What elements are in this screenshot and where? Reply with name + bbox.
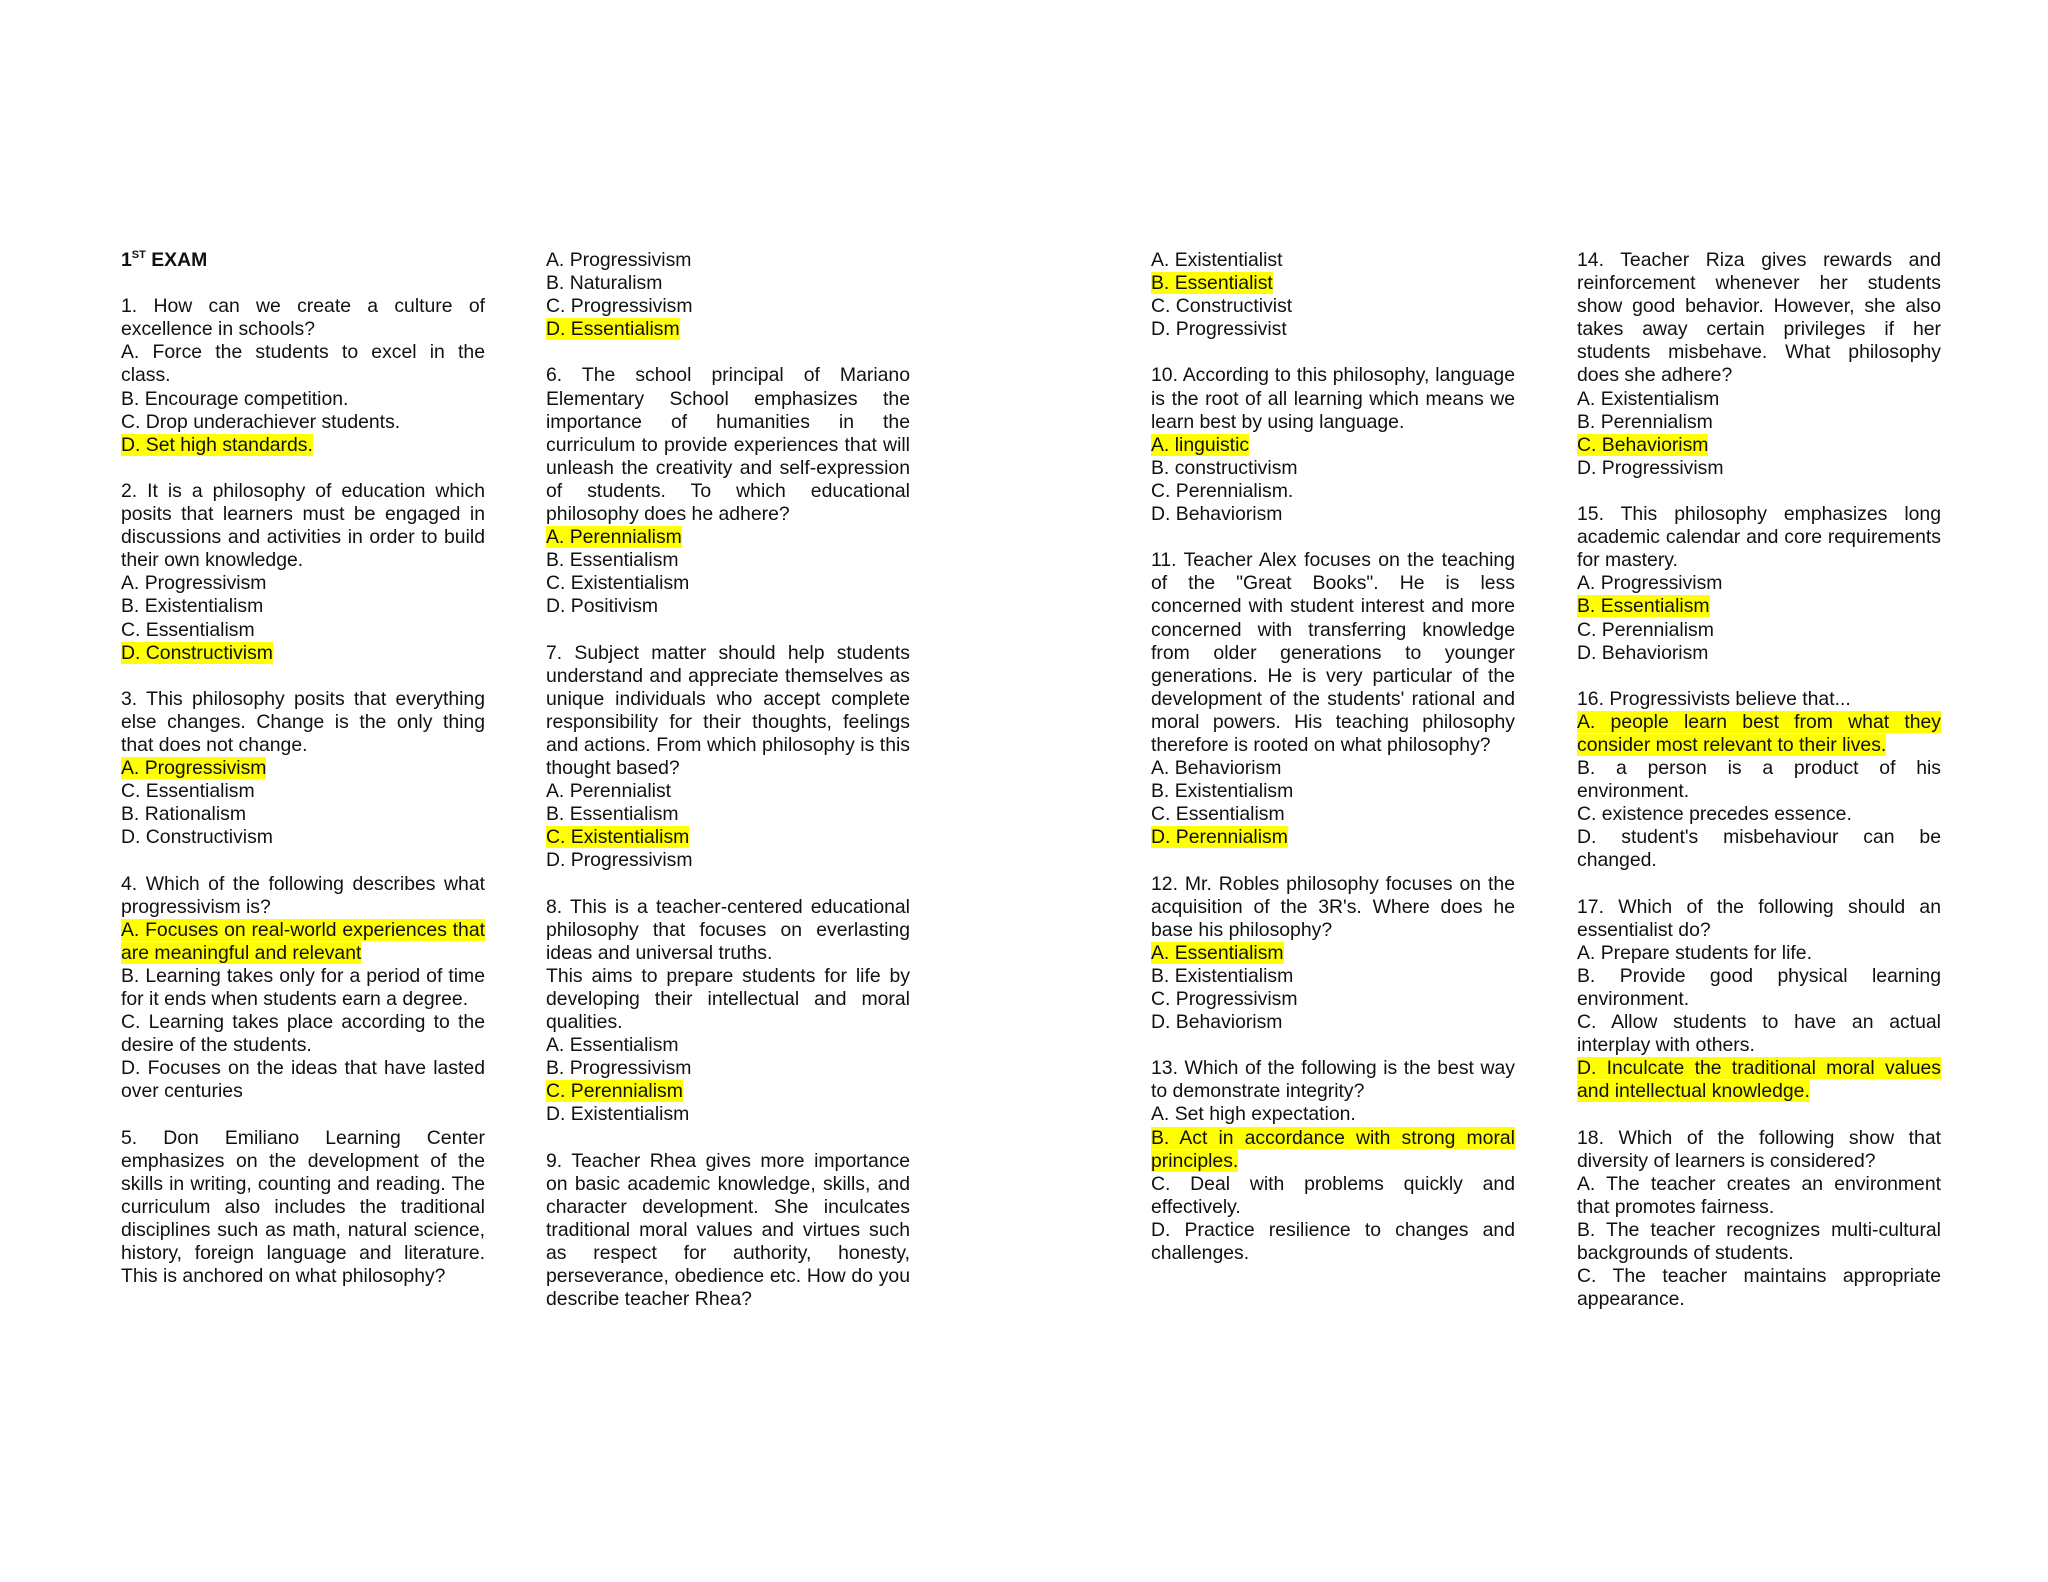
answer-option: [546, 1057, 910, 1080]
answer-option-highlighted: [1577, 1057, 1941, 1103]
answer-option: [1577, 1265, 1941, 1311]
option-text: C. Existentialism: [546, 572, 690, 595]
option-text: B. Essentialist: [1151, 272, 1273, 295]
option-text: C. Learning takes place according to the desire of the students.: [121, 1011, 485, 1057]
answer-option-highlighted: [121, 642, 485, 665]
question-block: [1151, 1057, 1515, 1265]
option-text: A. Essentialism: [1151, 941, 1284, 964]
answer-option: [1151, 965, 1515, 988]
question-block: [1577, 1127, 1941, 1312]
option-text: D. Behaviorism: [1151, 503, 1283, 526]
option-text: B. Encourage competition.: [121, 387, 349, 410]
answer-option: [1577, 642, 1941, 665]
question-stem: 3. This philosophy posits that everything else changes. Change is the only thing that does not change.: [121, 687, 485, 756]
answer-option: [1151, 988, 1515, 1011]
option-text: C. Essentialism: [121, 618, 255, 641]
option-text: C. Drop underachiever students.: [121, 410, 401, 433]
option-text: D. Practice resilience to changes and challenges.: [1151, 1218, 1515, 1265]
exam-title: 1ST EXAM: [121, 249, 208, 271]
option-text: B. Provide good physical learning environment.: [1577, 964, 1941, 1010]
option-text: B. Existentialism: [1151, 964, 1294, 987]
question-block: [1577, 503, 1941, 665]
option-text: A. Existentialist: [1151, 249, 1283, 271]
question-stem: 17. Which of the following should an essentialist do?: [1577, 895, 1941, 941]
answer-option: [1151, 1103, 1515, 1126]
option-text: B. Essentialism: [546, 803, 679, 826]
option-text: C. Perennialism: [546, 1080, 683, 1103]
answer-option: [121, 803, 485, 826]
question-block: [121, 873, 485, 1104]
question-block: [1577, 249, 1941, 480]
answer-option: [1577, 619, 1941, 642]
question-stem: 6. The school principal of Mariano Elementary School emphasizes the importance of humanities in the curriculum to provide experiences that will unleash the creativity and self-expression of students. To which educational philosophy does he adhere?: [546, 364, 910, 526]
option-text: C. Progressivism: [1151, 988, 1298, 1010]
question-block: [546, 249, 910, 341]
answer-option: [1577, 572, 1941, 595]
option-text: B. Essentialism: [1577, 595, 1710, 618]
option-text: B. Naturalism: [546, 272, 663, 295]
option-text: A. Existentialism: [1577, 387, 1720, 410]
question-stem: 8. This is a teacher-centered educational philosophy that focuses on everlasting ideas and universal truths.: [546, 895, 910, 964]
option-text: D. Set high standards.: [121, 433, 313, 456]
answer-option: [1151, 1173, 1515, 1219]
question-stem: 9. Teacher Rhea gives more importance on basic academic knowledge, skills, and character development. She inculcates traditional moral values and virtues such as respect for authority, honesty, perseverance, obedience etc. How do you describe teacher Rhea?: [546, 1149, 910, 1311]
answer-option: [1577, 826, 1941, 872]
answer-option: [546, 549, 910, 572]
answer-option: [1151, 803, 1515, 826]
option-text: A. Set high expectation.: [1151, 1103, 1356, 1126]
question-stem: 10. According to this philosophy, language is the root of all learning which means we learn best by using language.: [1151, 364, 1515, 433]
answer-option-highlighted: [546, 826, 910, 849]
answer-option: [1151, 457, 1515, 480]
option-text: D. Progressivism: [546, 849, 693, 872]
option-text: D. Constructivism: [121, 826, 273, 849]
question-stem: 5. Don Emiliano Learning Center emphasizes on the development of the skills in writing, counting and reading. The curriculum also includes the traditional disciplines such as math, natural science, history, foreign language and literature. This is anchored on what philosophy?: [121, 1126, 485, 1288]
answer-option: [121, 965, 485, 1011]
answer-option: [121, 780, 485, 803]
question-block: [546, 896, 910, 1127]
answer-option: [1151, 780, 1515, 803]
option-text: D. Progressivist: [1151, 318, 1287, 341]
question-stem: 12. Mr. Robles philosophy focuses on the acquisition of the 3R's. Where does he base his philosophy?: [1151, 872, 1515, 941]
option-text: B. Rationalism: [121, 803, 247, 826]
answer-option: [121, 1011, 485, 1057]
option-text: D. Essentialism: [546, 318, 680, 341]
question-block: [546, 1150, 910, 1312]
option-text: D. Focuses on the ideas that have lasted over centuries: [121, 1057, 485, 1103]
question-stem: 13. Which of the following is the best way to demonstrate integrity?: [1151, 1057, 1515, 1103]
option-text: A. Prepare students for life.: [1577, 941, 1812, 964]
answer-option: [1151, 295, 1515, 318]
option-text: D. Behaviorism: [1151, 1011, 1283, 1034]
question-stem: 14. Teacher Riza gives rewards and reinforcement whenever her students show good behavior. However, she also takes away certain privileges if her students misbehave. What philosophy does she adhere?: [1577, 249, 1941, 387]
column-1: [121, 249, 485, 1288]
answer-option-highlighted: [1151, 942, 1515, 965]
answer-option: [546, 595, 910, 618]
option-text: C. Constructivist: [1151, 295, 1293, 318]
question-block: [1151, 364, 1515, 526]
answer-option-highlighted: [1151, 434, 1515, 457]
option-text: C. Perennialism: [1577, 618, 1714, 641]
answer-option-highlighted: [546, 318, 910, 341]
option-text: D. student's misbehaviour can be changed.: [1577, 826, 1941, 872]
question-stem: 16. Progressivists believe that...: [1577, 687, 1851, 710]
option-text: A. Focuses on real-world experiences that are meaningful and relevant: [121, 918, 485, 964]
option-text: B. Existentialism: [121, 595, 264, 618]
answer-option: [121, 1057, 485, 1103]
answer-option-highlighted: [1577, 434, 1941, 457]
answer-option-highlighted: [1577, 711, 1941, 757]
question-block: [121, 688, 485, 850]
answer-option: [1577, 411, 1941, 434]
option-text: B. Act in accordance with strong moral principles.: [1151, 1126, 1515, 1172]
option-text: C. The teacher maintains appropriate appearance.: [1577, 1265, 1941, 1311]
answer-option: [546, 295, 910, 318]
option-text: A. people learn best from what they consider most relevant to their lives.: [1577, 710, 1941, 756]
question-block: [1151, 549, 1515, 849]
option-text: A. Progressivism: [121, 757, 267, 780]
option-text: C. Progressivism: [546, 295, 693, 318]
column-3: [1151, 249, 1515, 1265]
answer-option: [1577, 1173, 1941, 1219]
answer-option: [1151, 318, 1515, 341]
option-text: A. Essentialism: [546, 1034, 679, 1057]
answer-option: [1151, 1011, 1515, 1034]
answer-option: [1151, 1219, 1515, 1265]
answer-option: [546, 1103, 910, 1126]
answer-option-highlighted: [121, 434, 485, 457]
question-stem: 7. Subject matter should help students understand and appreciate themselves as unique individuals who accept complete responsibility for their thoughts, feelings and actions. From which philosophy is this thought based?: [546, 641, 910, 780]
question-block: [1151, 873, 1515, 1035]
option-text: D. Existentialism: [546, 1103, 690, 1126]
answer-option: [1577, 457, 1941, 480]
answer-option: [121, 411, 485, 434]
answer-option-highlighted: [1577, 595, 1941, 618]
option-text: A. Perennialism: [546, 526, 682, 549]
answer-option: [546, 249, 910, 272]
question-stem: 18. Which of the following show that diversity of learners is considered?: [1577, 1126, 1941, 1172]
answer-option: [121, 572, 485, 595]
answer-option-highlighted: [1151, 1127, 1515, 1173]
answer-option: [1577, 965, 1941, 1011]
answer-option-highlighted: [121, 919, 485, 965]
option-text: C. Allow students to have an actual interplay with others.: [1577, 1011, 1941, 1057]
question-stem: 2. It is a philosophy of education which posits that learners must be engaged in discussions and activities in order to build their own knowledge.: [121, 479, 485, 572]
question-stem: 15. This philosophy emphasizes long academic calendar and core requirements for mastery.: [1577, 503, 1941, 572]
answer-option: [121, 826, 485, 849]
answer-option: [1577, 803, 1941, 826]
answer-option: [1577, 942, 1941, 965]
option-text: B. Learning takes only for a period of time for it ends when students earn a degree.: [121, 964, 485, 1010]
option-text: B. Perennialism: [1577, 410, 1713, 433]
answer-option: [1577, 1011, 1941, 1057]
answer-option: [1577, 1219, 1941, 1265]
answer-option: [121, 619, 485, 642]
option-text: C. Behaviorism: [1577, 433, 1709, 456]
option-text: A. linguistic: [1151, 433, 1250, 456]
option-text: C. existence precedes essence.: [1577, 803, 1852, 826]
question-stem-continued: This aims to prepare students for life by developing their intellectual and moral qualities.: [546, 964, 910, 1034]
column-2: [546, 249, 910, 1311]
option-text: D. Positivism: [546, 595, 659, 618]
option-text: A. Progressivism: [121, 572, 267, 595]
option-text: D. Inculcate the traditional moral values and intellectual knowledge.: [1577, 1057, 1941, 1103]
question-block: [546, 364, 910, 618]
option-text: D. Progressivism: [1577, 456, 1724, 479]
option-text: A. Force the students to excel in the class.: [121, 341, 485, 387]
answer-option: [121, 388, 485, 411]
column-4: [1577, 249, 1941, 1311]
option-text: C. Essentialism: [121, 780, 255, 803]
option-text: C. Perennialism.: [1151, 479, 1294, 502]
answer-option: [1577, 757, 1941, 803]
option-text: A. Behaviorism: [1151, 757, 1282, 780]
option-text: A. Progressivism: [546, 249, 692, 271]
option-text: B. constructivism: [1151, 456, 1298, 479]
answer-option-highlighted: [121, 757, 485, 780]
answer-option: [1151, 757, 1515, 780]
answer-option: [546, 572, 910, 595]
option-text: D. Perennialism: [1151, 826, 1288, 849]
option-text: B. Essentialism: [546, 549, 679, 572]
answer-option-highlighted: [1151, 272, 1515, 295]
question-stem: 1. How can we create a culture of excellence in schools?: [121, 295, 485, 341]
answer-option-highlighted: [1151, 826, 1515, 849]
option-text: C. Existentialism: [546, 826, 690, 849]
question-block: [1577, 896, 1941, 1104]
answer-option: [121, 341, 485, 387]
option-text: C. Essentialism: [1151, 803, 1285, 826]
question-stem: 11. Teacher Alex focuses on the teaching of the "Great Books". He is less concerned with student interest and more concerned with transferring knowledge from older generations to younger generations. He is very particular of the development of the students' rational and moral powers. His teaching philosophy therefore is rooted on what philosophy?: [1151, 549, 1515, 756]
option-text: D. Behaviorism: [1577, 641, 1709, 664]
option-text: A. Perennialist: [546, 780, 672, 803]
question-block: [546, 642, 910, 873]
option-text: C. Deal with problems quickly and effectively.: [1151, 1172, 1515, 1218]
answer-option: [1151, 249, 1515, 272]
question-block: [1151, 249, 1515, 341]
option-text: B. Progressivism: [546, 1057, 692, 1080]
option-text: D. Constructivism: [121, 641, 273, 664]
answer-option: [546, 272, 910, 295]
answer-option-highlighted: [546, 1080, 910, 1103]
option-text: A. Progressivism: [1577, 572, 1723, 595]
answer-option-highlighted: [546, 526, 910, 549]
question-block: [121, 295, 485, 457]
answer-option: [546, 1034, 910, 1057]
question-stem: 4. Which of the following describes what progressivism is?: [121, 872, 485, 918]
question-block: [121, 1127, 485, 1289]
answer-option: [121, 595, 485, 618]
question-block: [121, 480, 485, 665]
option-text: B. Existentialism: [1151, 780, 1294, 803]
answer-option: [1577, 388, 1941, 411]
answer-option: [1151, 480, 1515, 503]
answer-option: [546, 849, 910, 872]
answer-option: [546, 803, 910, 826]
option-text: B. a person is a product of his environment.: [1577, 757, 1941, 803]
answer-option: [546, 780, 910, 803]
option-text: A. The teacher creates an environment that promotes fairness.: [1577, 1172, 1941, 1218]
question-block: [1577, 688, 1941, 873]
answer-option: [1151, 503, 1515, 526]
option-text: B. The teacher recognizes multi-cultural backgrounds of students.: [1577, 1218, 1941, 1265]
